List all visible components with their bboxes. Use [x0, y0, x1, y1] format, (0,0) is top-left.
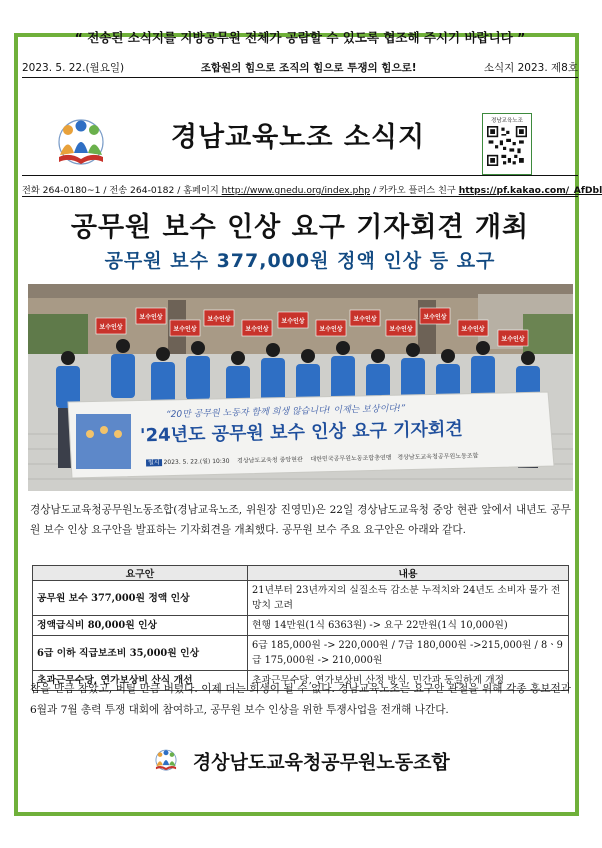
demand-item: 정액급식비 80,000원 인상: [33, 616, 248, 636]
footer: [0, 746, 600, 776]
demand-detail: 초과근무수당, 연가보상비 산정 방식, 민간과 동일하게 개정: [248, 671, 569, 691]
press-conference-photo: [28, 284, 573, 491]
headline-subtitle: 공무원 보수 377,000원 정액 인상 등 요구: [104, 250, 496, 272]
qr-code-icon: [487, 126, 527, 166]
sign-text: 보수인상: [353, 316, 377, 323]
divider-contact: [22, 196, 578, 197]
demand-detail: 21년부터 23년까지의 실질소득 감소분 누적치와 24년도 소비자 물가 전망치 고려: [248, 581, 569, 616]
banner-org2: 경상남도교육청공무원노동조합: [397, 452, 479, 462]
intro-paragraph: 경상남도교육청공무원노동조합(경남교육노조, 위원장 진영민)은 22일 경상남도교육청 중앙 현관 앞에서 내년도 공무원 보수 인상 요구안을 발표하는 기자회견을 개최했다. 공무원 보수 주요 요구안은 아래와 같다.: [30, 504, 571, 536]
demand-item: 초과근무수당, 연가보상비 산식 개선: [33, 671, 248, 691]
table-header-row: [33, 566, 569, 581]
union-logo-small-icon: [150, 746, 182, 776]
sign-text: 보수인상: [389, 326, 413, 333]
sign-text: 보수인상: [139, 314, 163, 321]
sign-text: 보수인상: [245, 326, 269, 333]
header-meta: [22, 60, 578, 76]
headline-title: 공무원 보수 인상 요구 기자회견 개최: [70, 212, 530, 243]
banner-date-tag: 일시: [147, 459, 160, 467]
demand-detail: 현행 14만원(1식 6363원) -> 요구 22만원(1식 10,000원): [248, 616, 569, 636]
slogan: 조합원의 힘으로 조직의 힘으로 투쟁의 힘으로!: [200, 62, 417, 74]
demands-table: [32, 565, 569, 691]
divider-top: [22, 77, 578, 78]
table-row: [33, 636, 569, 671]
sign-text: 보수인상: [99, 324, 123, 331]
sign-text: 보수인상: [173, 326, 197, 333]
banner-place: 경상남도교육청 중앙현관: [237, 456, 303, 465]
table-header: 요구안: [33, 566, 248, 581]
banner-script: “20만 공무원 노동자 함께 희생 않습니다! 이제는 보상이다!”: [165, 403, 406, 421]
banner-org1: 대한민국공무원노동조합총연맹: [310, 454, 392, 464]
qr-label: 경남교육노조: [491, 118, 523, 124]
sign-text: 보수인상: [207, 316, 231, 323]
sign-text: 보수인상: [423, 314, 447, 321]
table-row: [33, 616, 569, 636]
closing-paragraph: 참을 만큼 참았고, 버틸 만큼 버텼다. 이제 더는 희생이 될 수 없다. 경남교육노조는 요구안 관철을 위해 각종 홍보전과 6월과 7월 총력 투쟁 대회에 참여하고, 공무원 보수 인상을 위한 투쟁사업을 전개해 나간다.: [30, 683, 571, 716]
qr-code[interactable]: [482, 113, 532, 175]
kakao-label: / 카카오 플러스 친구: [372, 185, 456, 196]
masthead-title: 경남교육노조 소식지: [170, 121, 426, 153]
banner-date: 2023. 5. 22.(월) 10:30: [163, 457, 230, 467]
homepage-link[interactable]: http://www.gnedu.org/index.php: [221, 185, 371, 196]
sign-text: 보수인상: [319, 326, 343, 333]
contact-phone: 전화 264-0180~1 / 전송 264-0182: [22, 185, 175, 196]
table-row: [33, 581, 569, 616]
banner-main: '24년도 공무원 보수 인상 요구 기자회견: [139, 418, 463, 447]
kakao-link[interactable]: https://pf.kakao.com/_AfDbl: [458, 185, 602, 196]
demand-detail: 6급 185,000원 -> 220,000원 / 7급 180,000원 ->215,000원 / 8ㆍ9급 175,000원 -> 210,000원: [248, 636, 569, 671]
table-header: 내용: [248, 566, 569, 581]
sign-text: 보수인상: [501, 336, 525, 343]
contact-line: [22, 182, 602, 196]
sign-text: 보수인상: [281, 318, 305, 325]
demand-item: 6급 이하 직급보조비 35,000원 인상: [33, 636, 248, 671]
divider-masthead: [22, 175, 578, 176]
issue-date: 2023. 5. 22.(월요일): [22, 62, 125, 74]
union-logo-icon: [46, 115, 116, 173]
header-quote: “ 전송된 소식지를 지방공무원 전체가 공람할 수 있도록 협조해 주시기 바랍니다 ”: [74, 30, 526, 45]
demand-item: 공무원 보수 377,000원 정액 인상: [33, 581, 248, 616]
issue-number: 소식지 2023. 제8호: [483, 62, 578, 74]
footer-org-name: 경상남도교육청공무원노동조합: [192, 751, 450, 774]
homepage-label: / 홈페이지: [177, 185, 219, 196]
sign-text: 보수인상: [461, 326, 485, 333]
